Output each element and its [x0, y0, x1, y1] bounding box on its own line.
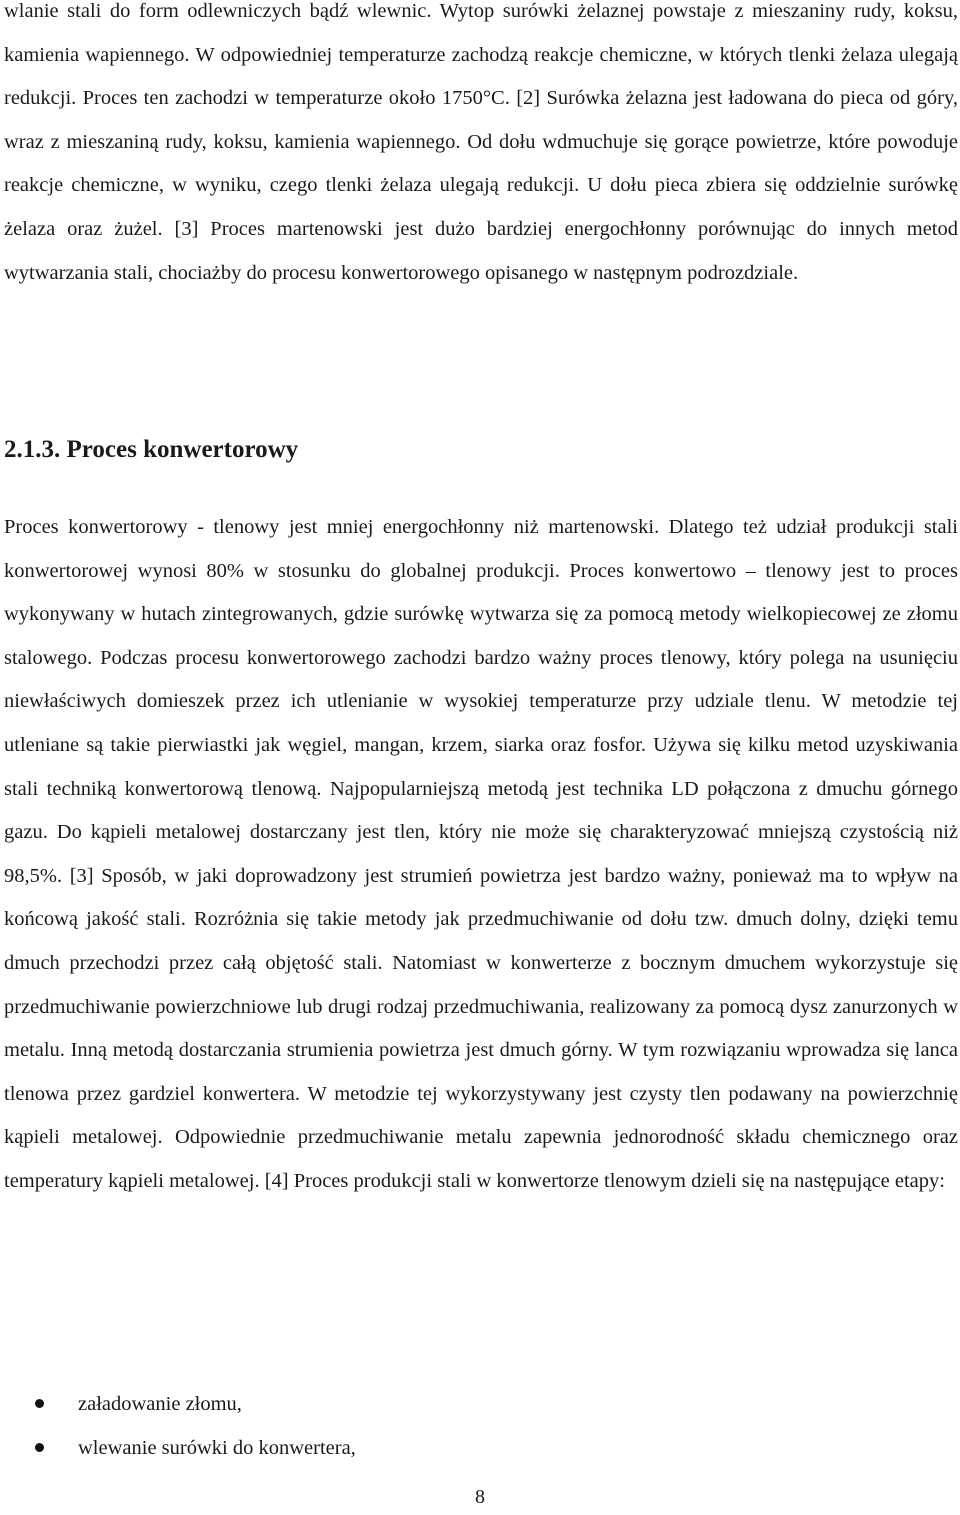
body-paragraph-1: wlanie stali do form odlewniczych bądź wlewnic. Wytop surówki żelaznej powstaje z mieszaniny rudy, koksu, kamienia wapiennego. W odpowiedniej temperaturze zachodzą reakcje chemiczne, w których tlenki żelaza ulegają redukcji. Proces ten zachodzi w temperaturze około 1750°C. [2] Surówka żelazna jest ładowana do pieca od góry, wraz z mieszaniną rudy, koksu, kamienia wapiennego. Od dołu wdmuchuje się gorące powietrze, które powoduje reakcje chemiczne, w wyniku, czego tlenki żelaza ulegają redukcji. U dołu pieca zbiera się oddzielnie surówkę żelaza oraz żużel. [3] Proces martenowski jest dużo bardziej energochłonny porównując do innych metod wytwarzania stali, chociażby do procesu konwertorowego opisanego w następnym podrozdziale. — [4, 0, 958, 284]
bullet-icon — [35, 1443, 44, 1452]
list-item — [4, 1382, 356, 1426]
bullet-icon — [35, 1399, 44, 1408]
list-item — [4, 1426, 356, 1470]
list-item-text: załadowanie złomu, — [78, 1393, 242, 1415]
bullet-list — [4, 1382, 356, 1470]
section-heading: 2.1.3. Proces konwertorowy — [4, 436, 299, 463]
body-paragraph-2: Proces konwertorowy - tlenowy jest mniej energochłonny niż martenowski. Dlatego też udział produkcji stali konwertorowej wynosi 80% w stosunku do globalnej produkcji. Proces konwertowo – tlenowy jest to proces wykonywany w hutach zintegrowanych, gdzie surówkę wytwarza się za pomocą metody wielkopiecowej ze złomu stalowego. Podczas procesu konwertorowego zachodzi bardzo ważny proces tlenowy, który polega na usunięciu niewłaściwych domieszek przez ich utlenianie w wysokiej temperaturze przy udziale tlenu. W metodzie tej utleniane są takie pierwiastki jak węgiel, mangan, krzem, siarka oraz fosfor. Używa się kilku metod uzyskiwania stali techniką konwertorową tlenową. Najpopularniejszą metodą jest technika LD połączona z dmuchu górnego gazu. Do kąpieli metalowej dostarczany jest tlen, który nie może się charakteryzować mniejszą czystością niż 98,5%. [3] Sposób, w jaki doprowadzony jest strumień powietrza jest bardzo ważny, ponieważ ma to wpływ na końcową jakość stali. Rozróżnia się takie metody jak przedmuchiwanie od dołu tzw. dmuch dolny, dzięki temu dmuch przechodzi przez całą objętość stali. Natomiast w konwerterze z bocznym dmuchem wykorzystuje się przedmuchiwanie powierzchniowe lub drugi rodzaj przedmuchiwania, realizowany za pomocą dysz zanurzonych w metalu. Inną metodą dostarczania strumienia powietrza jest dmuch górny. W tym rozwiązaniu wprowadza się lanca tlenowa przez gardziel konwertera. W metodzie tej wykorzystywany jest czysty tlen podawany na powierzchnię kąpieli metalowej. Odpowiednie przedmuchiwanie metalu zapewnia jednorodność składu chemicznego oraz temperatury kąpieli metalowej. [4] Proces produkcji stali w konwertorze tlenowym dzieli się na następujące etapy: — [4, 516, 958, 1192]
list-item-text: wlewanie surówki do konwertera, — [78, 1437, 356, 1459]
page-number: 8 — [475, 1486, 485, 1508]
